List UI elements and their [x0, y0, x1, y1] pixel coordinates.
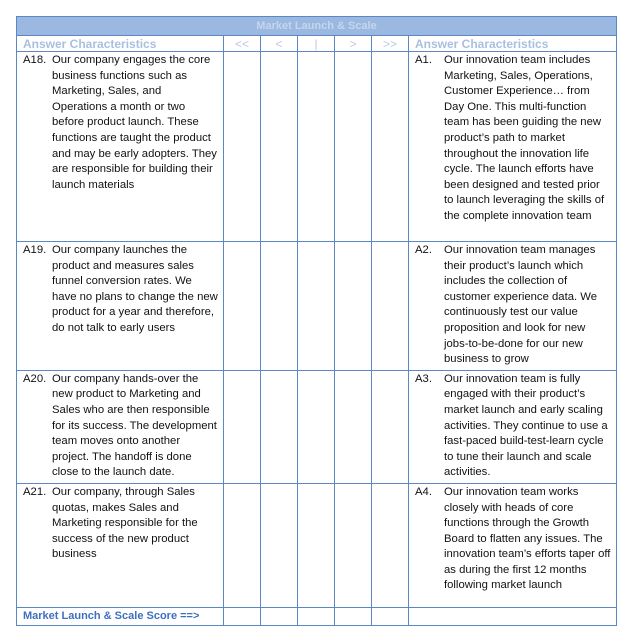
right-answer-cell: [409, 370, 617, 483]
score-cell[interactable]: [372, 52, 409, 242]
left-column-header: Answer Characteristics: [17, 36, 224, 52]
score-cell[interactable]: [261, 370, 298, 483]
right-column-header: Answer Characteristics: [409, 36, 617, 52]
nav-first[interactable]: <<: [224, 36, 261, 52]
nav-middle[interactable]: |: [298, 36, 335, 52]
answer-text: Our innovation team is fully engaged with their product’s market launch and early scaling activities. They continue to use a fast-paced build-test-learn cycle to tune their launch and scale activities.: [444, 372, 608, 479]
score-cell[interactable]: [224, 242, 261, 371]
score-total-cell[interactable]: [298, 607, 335, 625]
left-answer-cell: [17, 242, 224, 371]
score-result-cell[interactable]: [409, 607, 617, 625]
answer-number: A2.: [415, 244, 432, 256]
score-cell[interactable]: [372, 370, 409, 483]
score-label: Market Launch & Scale Score ==>: [17, 607, 224, 625]
score-cell[interactable]: [224, 52, 261, 242]
score-total-cell[interactable]: [261, 607, 298, 625]
answer-number: A21.: [23, 485, 47, 498]
nav-next[interactable]: >: [335, 36, 372, 52]
score-cell[interactable]: [298, 370, 335, 483]
score-cell[interactable]: [335, 483, 372, 607]
answer-text: Our innovation team includes Marketing, Sales, Operations, Customer Experience… from Day One. This multi-function team has been guiding the new product’s path to market throughout the innovation life cycle. The launch efforts have been designed and tested prior to launch leveraging the skills of the complete innovation team: [444, 54, 605, 222]
table-row: [17, 52, 617, 242]
header-row: [17, 36, 617, 52]
score-cell[interactable]: [261, 52, 298, 242]
answer-number: A20.: [23, 372, 47, 385]
table-row: [17, 483, 617, 607]
title-row: [17, 17, 617, 36]
left-answer-cell: [17, 483, 224, 607]
table-row: [17, 242, 617, 371]
score-cell[interactable]: [261, 483, 298, 607]
answer-number: A19.: [23, 244, 47, 256]
score-cell[interactable]: [335, 242, 372, 371]
score-cell[interactable]: [298, 242, 335, 371]
answer-text: Our company engages the core business functions such as Marketing, Sales, and Operations a month or two before product launch. These functions are taught the product and may be early adopters. They are responsible for building their launch materials: [52, 54, 217, 191]
left-answer-cell: [17, 370, 224, 483]
nav-last[interactable]: >>: [372, 36, 409, 52]
score-total-cell[interactable]: [224, 607, 261, 625]
answer-number: A4.: [415, 485, 432, 498]
answer-number: A1.: [415, 54, 432, 66]
score-cell[interactable]: [224, 483, 261, 607]
answer-text: Our company hands-over the new product to Marketing and Sales who are then responsible for its success. The development team moves onto another project. The handoff is done close to the launch date.: [52, 372, 217, 479]
score-cell[interactable]: [335, 52, 372, 242]
table-title: Market Launch & Scale: [17, 17, 617, 36]
right-answer-cell: [409, 483, 617, 607]
answer-text: Our company, through Sales quotas, makes Sales and Marketing responsible for the success of the new product business: [52, 485, 198, 561]
nav-prev[interactable]: <: [261, 36, 298, 52]
score-cell[interactable]: [335, 370, 372, 483]
table-row: [17, 370, 617, 483]
assessment-table: [16, 16, 617, 626]
answer-text: Our company launches the product and measures sales funnel conversion rates. We have no plans to change the new product for a year and therefore, do not talk to early users: [52, 244, 218, 334]
answer-number: A18.: [23, 54, 47, 66]
score-cell[interactable]: [372, 483, 409, 607]
score-total-cell[interactable]: [335, 607, 372, 625]
score-cell[interactable]: [224, 370, 261, 483]
answer-text: Our innovation team manages their product’s launch which includes the collection of customer experience data. We continuously test our value proposition and look for new jobs-to-be-done for our new business to grow: [444, 244, 598, 366]
score-row: [17, 607, 617, 625]
score-cell[interactable]: [298, 52, 335, 242]
score-cell[interactable]: [372, 242, 409, 371]
right-answer-cell: [409, 52, 617, 242]
right-answer-cell: [409, 242, 617, 371]
assessment-sheet: [16, 16, 616, 626]
left-answer-cell: [17, 52, 224, 242]
answer-text: Our innovation team works closely with heads of core functions through the Growth Board to flatten any issues. The innovation team’s efforts taper off as during the first 12 months following market launch: [444, 485, 611, 592]
score-total-cell[interactable]: [372, 607, 409, 625]
answer-number: A3.: [415, 372, 432, 385]
score-cell[interactable]: [261, 242, 298, 371]
score-cell[interactable]: [298, 483, 335, 607]
